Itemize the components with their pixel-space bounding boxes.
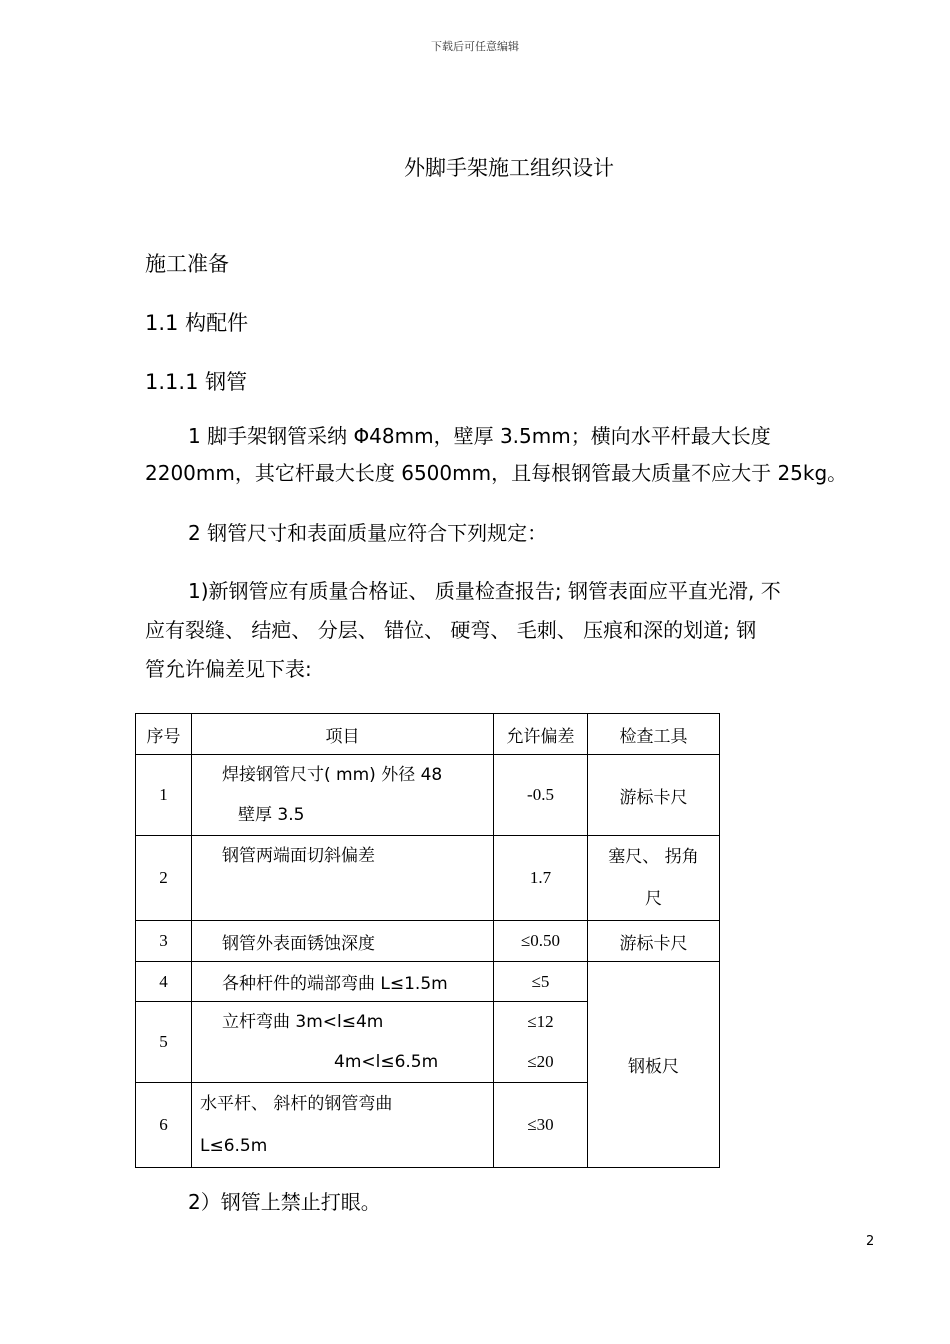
row-tolerance: ≤0.50 — [494, 921, 588, 962]
table-row — [136, 962, 720, 1002]
document-title: 外脚手架施工组织设计 — [404, 156, 614, 180]
paragraph-4: 2）钢管上禁止打眼。 — [188, 1190, 381, 1214]
row-number: 4 — [136, 962, 192, 1002]
row-tolerance: -0.5 — [494, 755, 588, 836]
row-item-line: 壁厚 3.5 — [238, 805, 305, 825]
row-number: 6 — [136, 1083, 192, 1168]
table-row — [136, 921, 720, 962]
row-item — [192, 755, 494, 836]
row-item: 钢管外表面锈蚀深度 — [192, 921, 494, 962]
row-tolerance: ≤30 — [494, 1083, 588, 1168]
row-tool — [588, 836, 720, 921]
row-number: 3 — [136, 921, 192, 962]
row-item-line: 4m<l≤6.5m — [334, 1052, 439, 1072]
row-tolerance: 1.7 — [494, 836, 588, 921]
row-item-line: 立杆弯曲 3m<l≤4m — [222, 1012, 384, 1032]
row-item-line: 水平杆、 斜杆的钢管弯曲 — [200, 1094, 393, 1114]
table-row — [136, 755, 720, 836]
header-cell-tolerance: 允许偏差 — [494, 714, 588, 755]
row-tool: 游标卡尺 — [588, 755, 720, 836]
row-tolerance — [494, 1002, 588, 1083]
paragraph-2: 2 钢管尺寸和表面质量应符合下列规定： — [188, 521, 548, 545]
section-heading-preparation: 施工准备 — [145, 252, 229, 276]
paragraph-3-line-1: 1)新钢管应有质量合格证、 质量检查报告; 钢管表面应平直光滑, 不 — [188, 579, 781, 603]
row-tool-line: 塞尺、 拐角 — [608, 847, 699, 867]
tolerance-table — [135, 713, 720, 1168]
row-item — [192, 1002, 494, 1083]
header-cell-tool: 检查工具 — [588, 714, 720, 755]
row-tolerance-line: ≤20 — [527, 1052, 554, 1071]
row-item — [192, 1083, 494, 1168]
row-number: 5 — [136, 1002, 192, 1083]
paragraph-3-line-2: 应有裂缝、 结疤、 分层、 错位、 硬弯、 毛刺、 压痕和深的划道; 钢 — [145, 618, 757, 642]
row-item: 各种杆件的端部弯曲 L≤1.5m — [192, 962, 494, 1002]
row-number: 1 — [136, 755, 192, 836]
table-header-row — [136, 714, 720, 755]
row-tool-line: 尺 — [645, 889, 662, 909]
row-tool: 游标卡尺 — [588, 921, 720, 962]
paragraph-1-line-2: 2200mm，其它杆最大长度 6500mm，且每根钢管最大质量不应大于 25kg。 — [145, 461, 848, 485]
section-heading-steel-pipe: 1.1.1 钢管 — [145, 370, 248, 394]
page-number: 2 — [866, 1234, 875, 1249]
header-cell-item: 项目 — [192, 714, 494, 755]
row-item-line: L≤6.5m — [200, 1136, 268, 1156]
paragraph-3-line-3: 管允许偏差见下表: — [145, 657, 312, 681]
merged-tool-cell: 钢板尺 — [588, 962, 720, 1168]
section-heading-components: 1.1 构配件 — [145, 311, 249, 335]
row-tolerance-line: ≤12 — [527, 1012, 554, 1031]
row-number: 2 — [136, 836, 192, 921]
table-row — [136, 836, 720, 921]
row-item: 钢管两端面切斜偏差 — [192, 836, 494, 921]
row-tolerance: ≤5 — [494, 962, 588, 1002]
row-item-line: 焊接钢管尺寸( mm) 外径 48 — [222, 765, 443, 785]
page-header: 下载后可任意编辑 — [431, 40, 519, 53]
header-cell-no: 序号 — [136, 714, 192, 755]
paragraph-1-line-1: 1 脚手架钢管采纳 Φ48mm，壁厚 3.5mm；横向水平杆最大长度 — [188, 424, 771, 448]
